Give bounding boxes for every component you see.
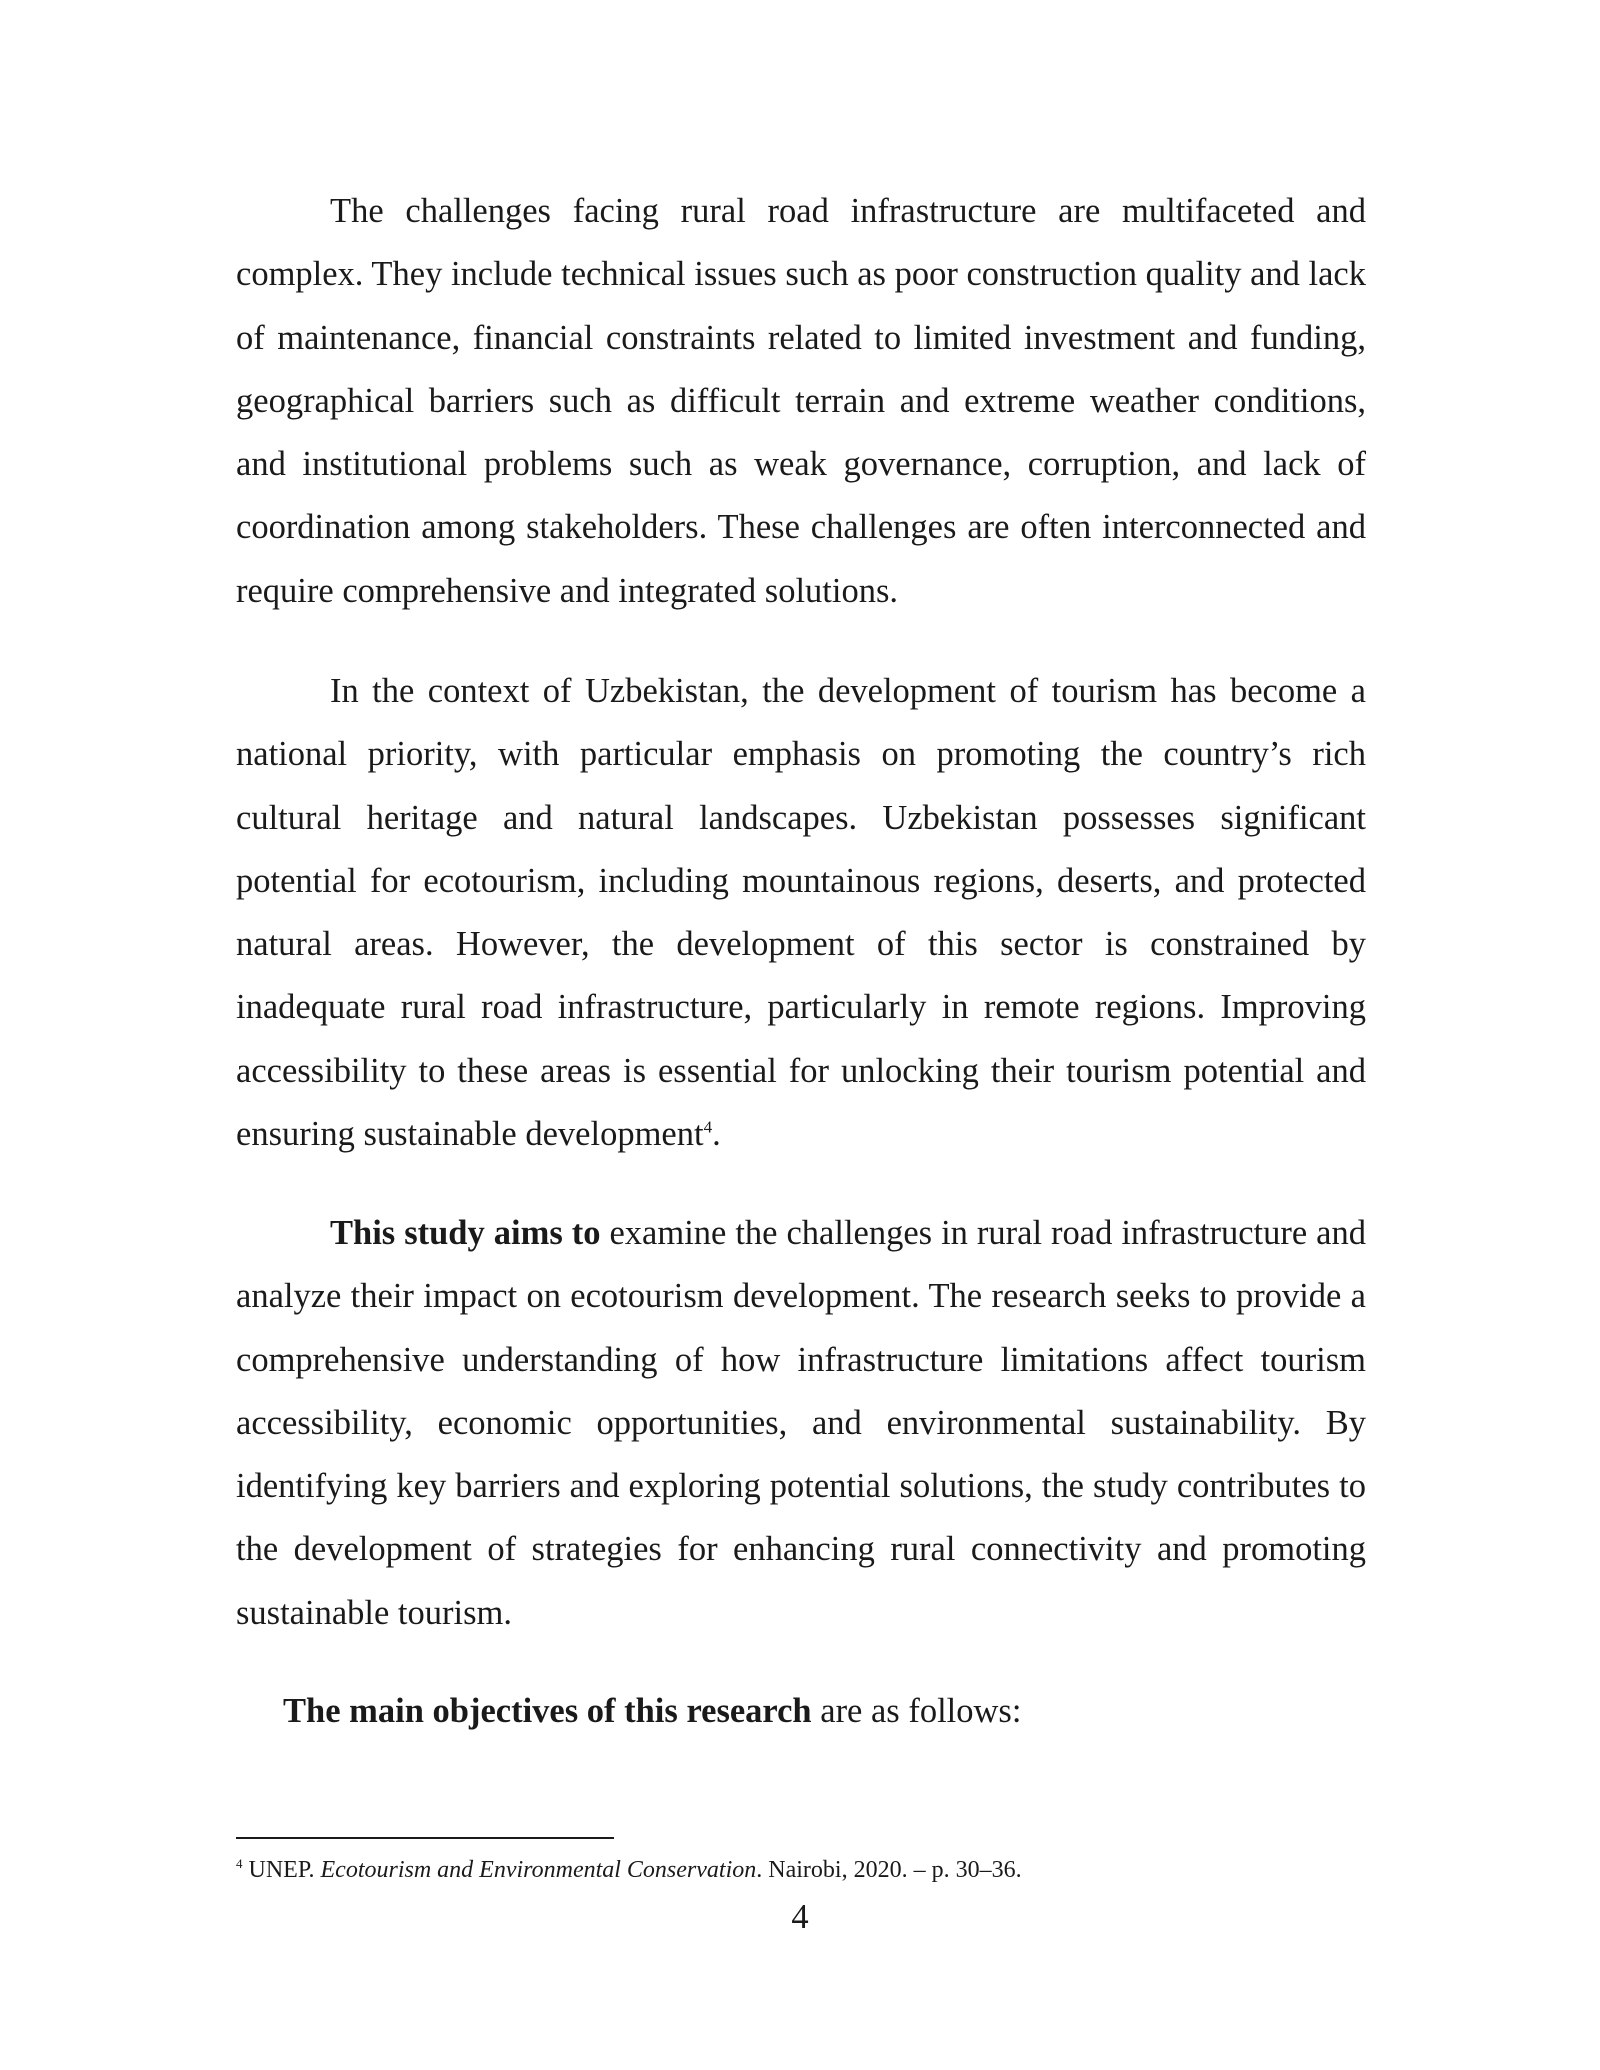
- footnote-prefix: UNEP.: [242, 1857, 321, 1883]
- page-number: 4: [791, 1898, 809, 1936]
- paragraph-text: In the context of Uzbekistan, the development of tourism has become a national priority, with particular emphasis on promoting the country’s rich cultural heritage and natural landscapes. Uzbekistan possesses significant potential for ecotourism, including mountainous regions, deserts, and protected natural areas. However, the development of this sector is constrained by inadequate rural road infrastructure, particularly in remote regions. Improving accessibility to these areas is essential for unlocking their tourism potential and ensuring sustainable development: [236, 672, 1366, 1154]
- footnote-separator: [236, 1837, 614, 1839]
- footnote: [236, 1852, 1022, 1888]
- paragraph-text: examine the challenges in rural road infrastructure and analyze their impact on ecotourism development. The research seeks to provide a comprehensive understanding of how infrastructure limitations affect tourism accessibility, economic opportunities, and environmental sustainability. By identifying key barriers and exploring potential solutions, the study contributes to the development of strategies for enhancing rural connectivity and promoting sustainable tourism.: [236, 1214, 1366, 1632]
- paragraph-rural-road-challenges: [236, 180, 1366, 623]
- paragraph-objectives-intro: [283, 1680, 1021, 1743]
- paragraph-text: are as follows:: [811, 1692, 1022, 1730]
- footnote-title: Ecotourism and Environmental Conservation: [320, 1857, 757, 1883]
- paragraph-study-aim: [236, 1202, 1366, 1645]
- objectives-bold-lead: The main objectives of this research: [283, 1692, 812, 1730]
- paragraph-text: The challenges facing rural road infrastructure are multifaceted and complex. They include technical issues such as poor construction quality and lack of maintenance, financial constraints related to limited investment and funding, geographical barriers such as difficult terrain and extreme weather conditions, and institutional problems such as weak governance, corruption, and lack of coordination among stakeholders. These challenges are often interconnected and require comprehensive and integrated solutions.: [236, 192, 1366, 610]
- paragraph-end-punctuation: .: [712, 1115, 721, 1154]
- footnote-suffix: . Nairobi, 2020. – p. 30–36.: [756, 1857, 1022, 1883]
- footnote-number: 4: [236, 1856, 243, 1871]
- study-aim-bold-lead: This study aims to: [330, 1214, 601, 1252]
- paragraph-uzbekistan-context: [236, 660, 1366, 1166]
- footnote-reference[interactable]: 4: [703, 1117, 713, 1137]
